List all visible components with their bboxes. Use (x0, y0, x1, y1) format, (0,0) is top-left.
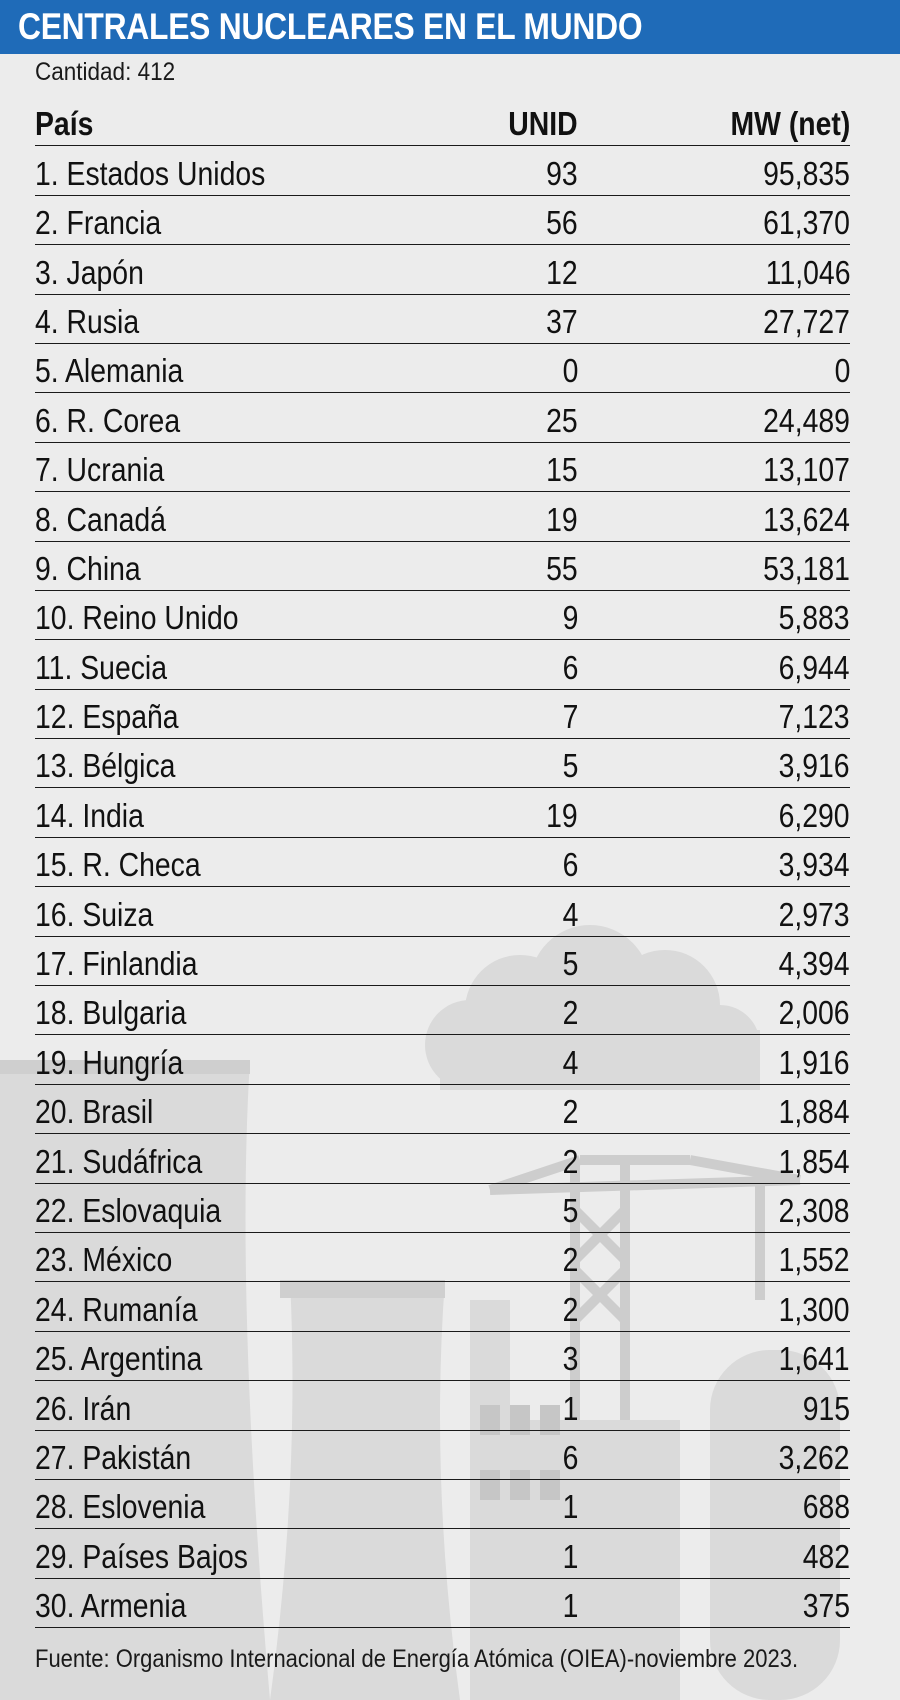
mw-value: 915 (802, 1389, 850, 1427)
unit-count: 6 (562, 648, 578, 686)
column-header-mw: MW (net) (730, 105, 850, 143)
table-row (35, 1134, 850, 1183)
country-name: 24. Rumanía (35, 1290, 198, 1328)
total-count: Cantidad: 412 (35, 58, 176, 86)
country-name: 27. Pakistán (35, 1438, 192, 1476)
column-header-units: UNID (508, 105, 578, 143)
table-row (35, 1431, 850, 1480)
unit-count: 1 (562, 1488, 578, 1526)
mw-value: 0 (834, 352, 850, 390)
mw-value: 6,290 (778, 796, 850, 834)
table-row (35, 1233, 850, 1282)
unit-count: 1 (562, 1389, 578, 1427)
country-name: 15. R. Checa (35, 846, 201, 884)
mw-value: 2,006 (778, 994, 850, 1032)
table-row (35, 1282, 850, 1331)
unit-count: 19 (546, 500, 578, 538)
unit-count: 9 (562, 599, 578, 637)
country-name: 9. China (35, 549, 141, 587)
mw-value: 375 (802, 1587, 850, 1625)
table-row (35, 838, 850, 887)
country-name: 18. Bulgaria (35, 994, 187, 1032)
table-row (35, 295, 850, 344)
country-name: 30. Armenia (35, 1587, 187, 1625)
column-header-country: País (35, 105, 94, 143)
unit-count: 15 (546, 451, 578, 489)
mw-value: 482 (802, 1537, 850, 1575)
country-name: 28. Eslovenia (35, 1488, 206, 1526)
country-name: 22. Eslovaquia (35, 1191, 222, 1229)
country-name: 5. Alemania (35, 352, 184, 390)
country-name: 19. Hungría (35, 1043, 184, 1081)
country-name: 14. India (35, 796, 144, 834)
country-name: 17. Finlandia (35, 945, 198, 983)
table-row (35, 1529, 850, 1578)
country-name: 26. Irán (35, 1389, 132, 1427)
unit-count: 7 (562, 698, 578, 736)
table-row (35, 1035, 850, 1084)
unit-count: 1 (562, 1587, 578, 1625)
table-row (35, 788, 850, 837)
mw-value: 24,489 (763, 401, 850, 439)
mw-value: 61,370 (763, 204, 850, 242)
unit-count: 25 (546, 401, 578, 439)
table-row (35, 344, 850, 393)
unit-count: 5 (562, 1191, 578, 1229)
table-row (35, 492, 850, 541)
mw-value: 5,883 (778, 599, 850, 637)
unit-count: 2 (562, 1241, 578, 1279)
table-header-row (35, 97, 850, 146)
unit-count: 93 (546, 154, 578, 192)
mw-value: 3,934 (778, 846, 850, 884)
unit-count: 5 (562, 945, 578, 983)
unit-count: 4 (562, 1043, 578, 1081)
mw-value: 1,916 (778, 1043, 850, 1081)
country-name: 29. Países Bajos (35, 1537, 248, 1575)
country-name: 10. Reino Unido (35, 599, 239, 637)
mw-value: 3,262 (778, 1438, 850, 1476)
mw-value: 95,835 (763, 154, 850, 192)
unit-count: 19 (546, 796, 578, 834)
mw-value: 13,624 (763, 500, 850, 538)
source-note: Fuente: Organismo Internacional de Energía Atómica (OIEA)-noviembre 2023. (35, 1645, 799, 1673)
country-name: 6. R. Corea (35, 401, 181, 439)
mw-value: 7,123 (778, 698, 850, 736)
unit-count: 2 (562, 1142, 578, 1180)
country-name: 2. Francia (35, 204, 162, 242)
table-row (35, 739, 850, 788)
country-name: 3. Japón (35, 253, 144, 291)
unit-count: 1 (562, 1537, 578, 1575)
unit-count: 2 (562, 1093, 578, 1131)
mw-value: 53,181 (763, 549, 850, 587)
unit-count: 37 (546, 302, 578, 340)
unit-count: 3 (562, 1340, 578, 1378)
mw-value: 3,916 (778, 747, 850, 785)
table-row (35, 146, 850, 195)
unit-count: 5 (562, 747, 578, 785)
country-name: 25. Argentina (35, 1340, 203, 1378)
table-row (35, 690, 850, 739)
country-name: 16. Suiza (35, 895, 154, 933)
country-name: 7. Ucrania (35, 451, 165, 489)
unit-count: 56 (546, 204, 578, 242)
table-row (35, 196, 850, 245)
table-row (35, 1332, 850, 1381)
mw-value: 2,308 (778, 1191, 850, 1229)
unit-count: 4 (562, 895, 578, 933)
table-row (35, 393, 850, 442)
unit-count: 2 (562, 1290, 578, 1328)
mw-value: 1,641 (778, 1340, 850, 1378)
country-name: 20. Brasil (35, 1093, 154, 1131)
mw-value: 27,727 (763, 302, 850, 340)
mw-value: 13,107 (763, 451, 850, 489)
unit-count: 55 (546, 549, 578, 587)
unit-count: 12 (546, 253, 578, 291)
mw-value: 2,973 (778, 895, 850, 933)
mw-value: 6,944 (778, 648, 850, 686)
mw-value: 1,552 (778, 1241, 850, 1279)
table-row (35, 542, 850, 591)
unit-count: 0 (562, 352, 578, 390)
country-name: 12. España (35, 698, 179, 736)
mw-value: 4,394 (778, 945, 850, 983)
mw-value: 688 (802, 1488, 850, 1526)
nuclear-plants-table (35, 97, 850, 1628)
country-name: 13. Bélgica (35, 747, 176, 785)
unit-count: 6 (562, 846, 578, 884)
unit-count: 6 (562, 1438, 578, 1476)
table-row (35, 986, 850, 1035)
table-row (35, 1184, 850, 1233)
table-row (35, 887, 850, 936)
table-row (35, 1085, 850, 1134)
table-row (35, 937, 850, 986)
table-row (35, 443, 850, 492)
table-row (35, 1480, 850, 1529)
table-row (35, 1381, 850, 1430)
table-row (35, 591, 850, 640)
country-name: 21. Sudáfrica (35, 1142, 203, 1180)
country-name: 8. Canadá (35, 500, 166, 538)
country-name: 11. Suecia (35, 648, 168, 686)
mw-value: 1,300 (778, 1290, 850, 1328)
table-row (35, 640, 850, 689)
country-name: 4. Rusia (35, 302, 140, 340)
mw-value: 1,884 (778, 1093, 850, 1131)
table-row (35, 1579, 850, 1628)
country-name: 23. México (35, 1241, 173, 1279)
country-name: 1. Estados Unidos (35, 154, 266, 192)
mw-value: 11,046 (765, 253, 850, 291)
mw-value: 1,854 (778, 1142, 850, 1180)
table-row (35, 245, 850, 294)
unit-count: 2 (562, 994, 578, 1032)
page-title: CENTRALES NUCLEARES EN EL MUNDO (18, 6, 643, 47)
